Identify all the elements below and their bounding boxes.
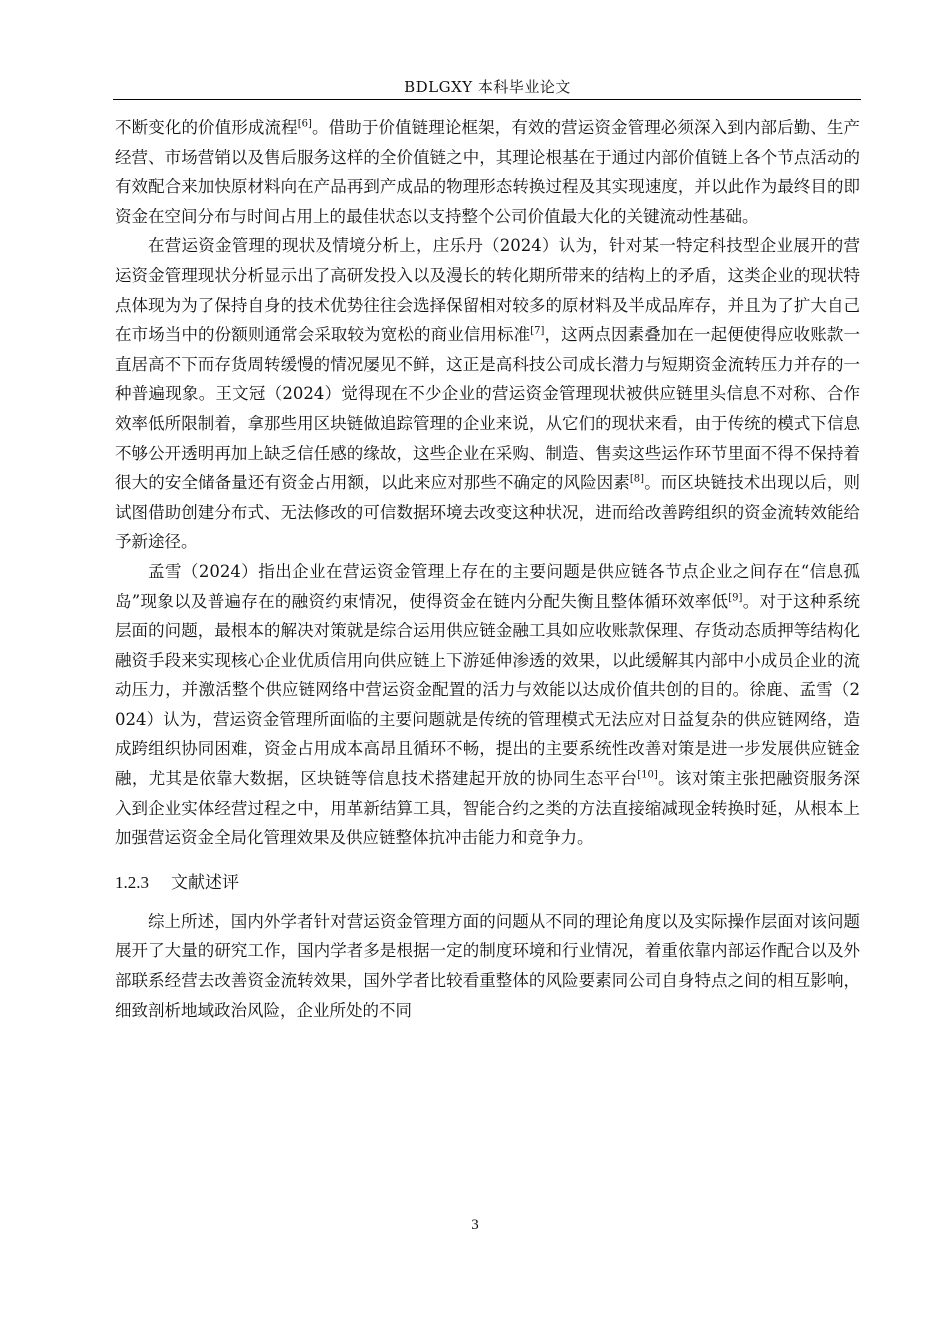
paragraph-text: 不断变化的价值形成流程 [115,118,298,137]
section-number: 1.2.3 [115,872,149,892]
paragraph-status-analysis [115,231,860,557]
paragraph-text: 。该对策主张把融资服务深入到企业实体经营过程之中，用革新结算工具，智能合约之类的方法直接缩减现金转换时延，从根本上加强营运资金全局化管理效果及供应链整体抗冲击能力和竞争力。 [115,769,861,848]
citation-9: [9] [728,592,743,603]
paragraph-text: 孟雪（2024）指出企业在营运资金管理上存在的主要问题是供应链各节点企业之间存在“信息孤岛”现象以及普遍存在的融资约束情况，使得资金在链内分配失衡且整体循环效率低 [115,561,860,611]
section-title: 文献述评 [171,872,239,893]
running-header: BDLGXY 本科毕业论文 [404,78,571,96]
citation-10: [10] [637,769,658,781]
citation-6: [6] [297,118,312,130]
paragraph-text: 在营运资金管理的现状及情境分析上，庄乐丹（2024）认为，针对某一特定科技型企业展开的营运资金管理现状分析显示出了高研发投入以及漫长的转化期所带来的结构上的矛盾，这类企业的现状特点体现为为了保持自身的技术优势往往会选择保留相对较多的原材料及半成品库存，并且为了扩大自己在市场当中的份额则通常会采取较为宽松的商业信用标准 [115,236,860,345]
page-body [115,113,860,1025]
citation-7: [7] [530,325,545,337]
paragraph-text: 。对于这种系统层面的问题，最根本的解决对策就是综合运用供应链金融工具如应收账款保理、存货动态质押等结构化融资手段来实现核心企业优质信用向供应链上下游延伸渗透的效果，以此缓解其内部中小成员企业的流动压力，并激活整个供应链网络中营运资金配置的活力与效能以达成价值共创的目的。徐鹿、孟雪（2024）认为，营运资金管理所面临的主要问题就是传统的管理模式无法应对日益复杂的供应链网络，造成跨组织协同困难，资金占用成本高昂且循环不畅，提出的主要系统性改善对策是进一步发展供应链金融，尤其是依靠大数据，区块链等信息技术搭建起开放的协同生态平台 [115,591,861,789]
paragraph-continuation [115,113,860,231]
header-rule [113,99,861,100]
section-heading [115,869,860,897]
paragraph-text: 。而区块链技术出现以后，则试图借助创建分布式、无法修改的可信数据环境去改变这种状况，进而给改善跨组织的资金流转效能给予新途径。 [115,473,861,552]
citation-8: [8] [629,473,645,485]
page-number: 3 [471,1217,479,1233]
paragraph-literature-review: 综上所述，国内外学者针对营运资金管理方面的问题从不同的理论角度以及实际操作层面对该问题展开了大量的研究工作，国内学者多是根据一定的制度环境和行业情况，着重依靠内部运作配合以及外部联系经营去改善资金流转效果，国外学者比较看重整体的风险要素同公司自身特点之间的相互影响，细致剖析地域政治风险，企业所处的不同 [115,911,860,1020]
paragraph-problems-solutions [115,557,860,853]
paragraph-text: 。借助于价值链理论框架，有效的营运资金管理必须深入到内部后勤、生产经营、市场营销以及售后服务这样的全价值链之中，其理论根基在于通过内部价值链上各个节点活动的有效配合来加快原材料向在产品再到产成品的物理形态转换过程及其实现速度，并以此作为最终目的即资金在空间分布与时间占用上的最佳状态以支持整个公司价值最大化的关键流动性基础。 [115,118,861,226]
paragraph-text: ，这两点因素叠加在一起便使得应收账款一直居高不下而存货周转缓慢的情况屡见不鲜，这正是高科技公司成长潜力与短期资金流转压力并存的一种普遍现象。王文冠（2024）觉得现在不少企业的营运资金管理现状被供应链里头信息不对称、合作效率低所限制着，拿那些用区块链做追踪管理的企业来说，从它们的现状来看，由于传统的模式下信息不够公开透明再加上缺乏信任感的缘故，这些企业在采购、制造、售卖这些运作环节里面不得不保持着很大的安全储备量还有资金占用额，以此来应对那些不确定的风险因素 [115,325,861,493]
